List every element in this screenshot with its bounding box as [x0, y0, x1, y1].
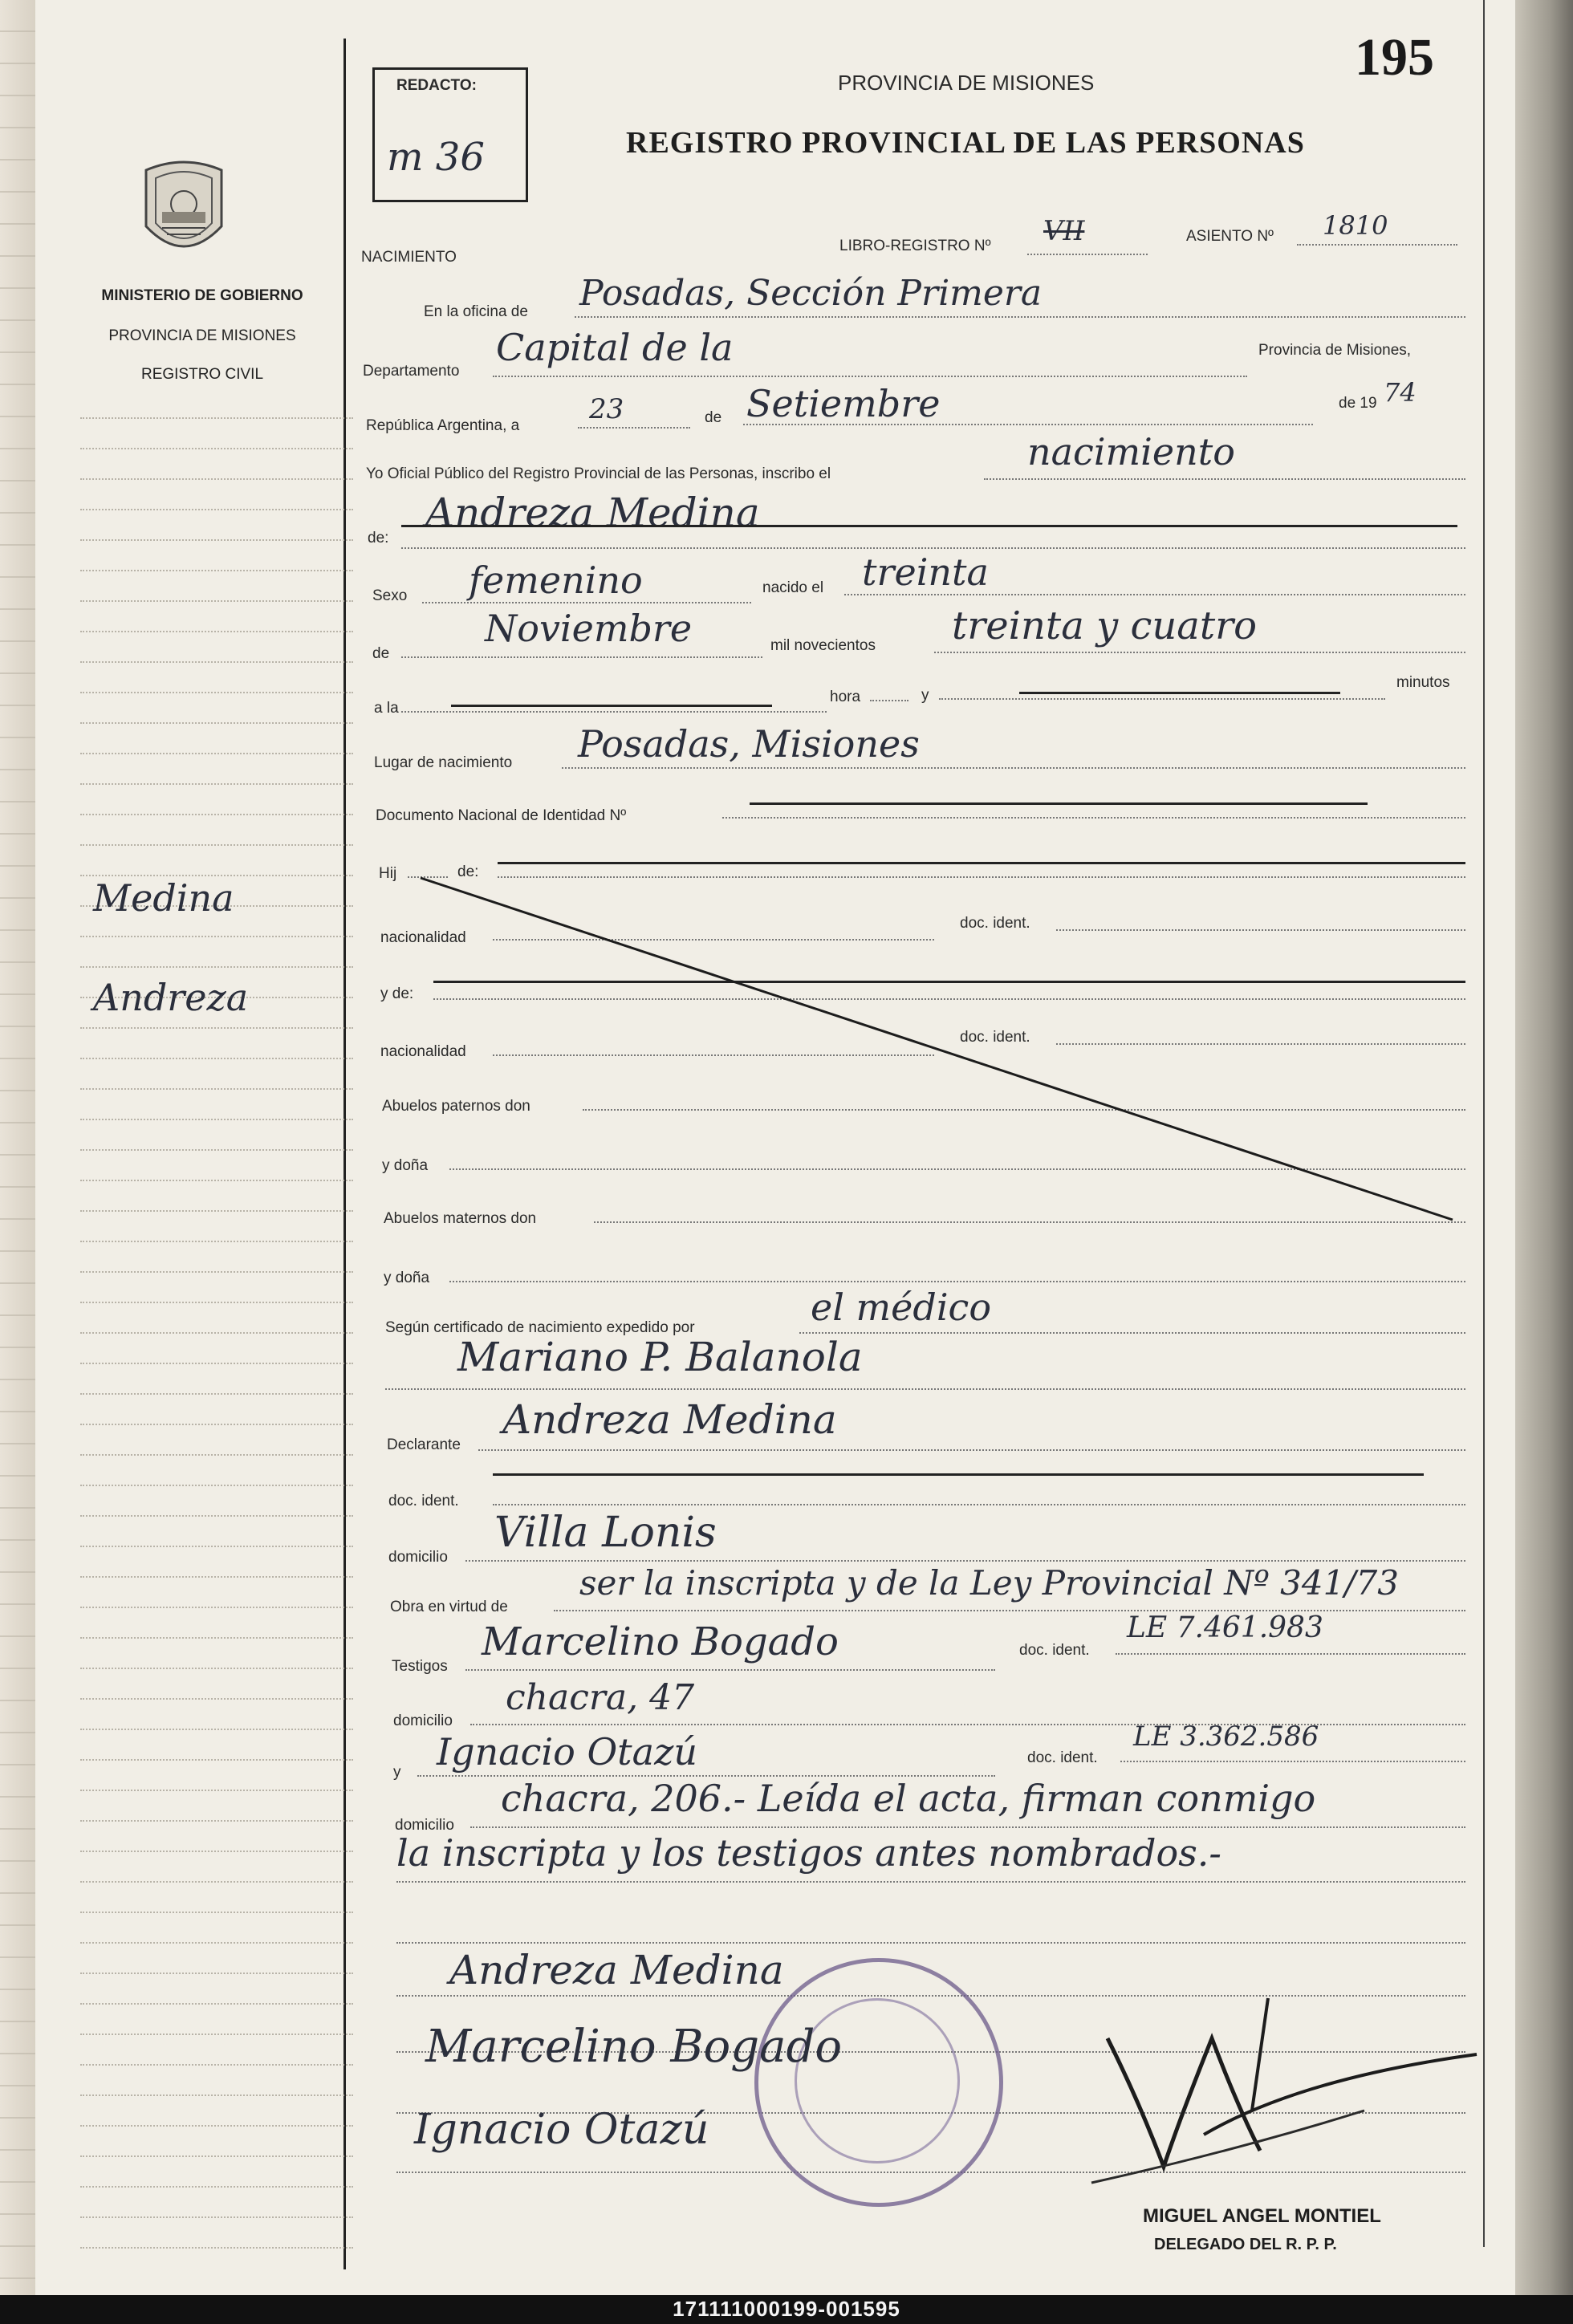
signature-marcelino: Marcelino Bogado — [425, 2021, 843, 2073]
segun-label: Según certificado de nacimiento expedido por — [385, 1319, 695, 1336]
oficina-label: En la oficina de — [424, 303, 528, 320]
dia-value: 23 — [589, 393, 624, 425]
margin-rule-line — [80, 448, 353, 449]
margin-rule-line — [80, 692, 353, 693]
margin-rule-line — [80, 2064, 353, 2066]
margin-rule-line — [80, 2216, 353, 2218]
sexo-label: Sexo — [372, 587, 408, 604]
nacido-label: nacido el — [762, 579, 824, 596]
margin-rule-line — [80, 1607, 353, 1608]
stub-ruling — [0, 0, 35, 2295]
oficial-dots — [984, 478, 1465, 480]
minutos-line — [1019, 692, 1340, 694]
margin-rule-line — [80, 1119, 353, 1120]
sig-line-1 — [396, 1942, 1465, 1944]
mes-dots — [743, 424, 1313, 425]
doc-ident3-dots — [493, 1504, 1465, 1505]
asiento-value: 1810 — [1323, 210, 1388, 241]
sexo-dots — [422, 602, 751, 603]
de2-dots — [401, 547, 1465, 549]
testigo1-doc-dots — [1116, 1653, 1465, 1655]
margin-rule-line — [80, 1942, 353, 1944]
lugar-value: Posadas, Misiones — [578, 722, 920, 766]
dni-label: Documento Nacional de Identidad Nº — [376, 807, 627, 824]
hora-label: hora — [830, 689, 861, 705]
lugar-dots — [562, 767, 1465, 769]
margin-rule-line — [80, 1363, 353, 1364]
right-page-edge — [1515, 0, 1573, 2295]
testigo2-doc-label: doc. ident. — [1027, 1749, 1098, 1766]
domicilio2-label: domicilio — [393, 1713, 453, 1729]
obra-dots — [554, 1610, 1465, 1611]
medico-value: Mariano P. Balanola — [457, 1334, 863, 1380]
nacido-value: treinta — [862, 551, 989, 594]
oficina-value: Posadas, Sección Primera — [579, 273, 1043, 314]
mil-dots — [934, 652, 1465, 653]
nacionalidad2-label: nacionalidad — [380, 1043, 466, 1060]
redacto-value: m 36 — [387, 135, 485, 180]
abuelos-maternos-label: Abuelos maternos don — [384, 1210, 537, 1227]
segun-value: el médico — [811, 1286, 992, 1329]
de3-label: de — [372, 645, 390, 662]
nacionalidad-label: nacionalidad — [380, 929, 466, 946]
mes-value: Setiembre — [746, 382, 941, 425]
margin-rule-line — [80, 1637, 353, 1639]
dni-line — [750, 802, 1368, 805]
margin-rule-line — [80, 2186, 353, 2188]
signature-ignacio: Ignacio Otazú — [414, 2106, 709, 2154]
de-label: de — [705, 409, 722, 426]
margin-rule-line — [80, 1698, 353, 1700]
margin-rule-line — [80, 539, 353, 541]
mil-value: treinta y cuatro — [952, 603, 1257, 648]
abuelos-paternos-label: Abuelos paternos don — [382, 1098, 530, 1115]
declarante-dots — [478, 1449, 1465, 1451]
margin-rule-line — [80, 722, 353, 724]
libro-dots — [1027, 254, 1148, 255]
margin-rule-line — [80, 1180, 353, 1181]
margin-rule-line — [80, 1576, 353, 1578]
republica-label: República Argentina, a — [366, 417, 520, 434]
ala-label: a la — [374, 700, 399, 717]
ydona2-label: y doña — [384, 1270, 430, 1286]
hij-label: Hij — [379, 865, 397, 882]
margin-rule-line — [80, 1515, 353, 1517]
declarante-label: Declarante — [387, 1436, 461, 1453]
margin-rule-line — [80, 814, 353, 815]
sexo-value: femenino — [469, 559, 643, 602]
margin-rule-line — [80, 1454, 353, 1456]
doc-ident2-label: doc. ident. — [960, 1029, 1030, 1046]
margin-rule-line — [80, 1851, 353, 1852]
margin-rule-line — [80, 1210, 353, 1212]
nacido-dots — [844, 594, 1465, 595]
de2-underline — [401, 525, 1457, 527]
ydona-label: y doña — [382, 1157, 429, 1174]
margin-rule-line — [80, 1790, 353, 1791]
minutos-label: minutos — [1396, 674, 1450, 691]
ministry-province: PROVINCIA DE MISIONES — [108, 327, 296, 344]
dni-dots — [722, 817, 1465, 819]
margin-rule-line — [80, 2034, 353, 2035]
margin-given-name: Andreza — [93, 976, 249, 1019]
cancellation-stroke — [417, 875, 1461, 1228]
official-title: DELEGADO DEL R. P. P. — [1154, 2236, 1337, 2253]
libro-label: LIBRO-REGISTRO Nº — [839, 238, 991, 254]
margin-rule-line — [80, 1332, 353, 1334]
margin-rule-line — [80, 570, 353, 571]
registry-title: REGISTRO PROVINCIAL DE LAS PERSONAS — [626, 126, 1305, 160]
domicilio3-value: chacra, 206.- Leída el acta, firman conmigo — [501, 1777, 1316, 1820]
margin-rule-line — [80, 417, 353, 419]
margin-rule-line — [80, 2247, 353, 2249]
departamento-value: Capital de la — [496, 326, 734, 369]
hij-de-label: de: — [457, 863, 479, 880]
domicilio-dots — [465, 1560, 1465, 1562]
domicilio2-value: chacra, 47 — [506, 1677, 695, 1718]
margin-surname: Medina — [93, 876, 234, 920]
province-heading: PROVINCIA DE MISIONES — [838, 71, 1095, 95]
margin-rule-line — [80, 1424, 353, 1425]
closing-dots — [396, 1881, 1465, 1883]
margin-rule-line — [80, 1241, 353, 1242]
form-frame-left — [343, 39, 346, 2269]
nacimiento-label: NACIMIENTO — [361, 249, 457, 266]
testigo1-value: Marcelino Bogado — [482, 1619, 839, 1664]
testigo1-doc-label: doc. ident. — [1019, 1642, 1090, 1659]
doc-ident3-line — [493, 1473, 1424, 1476]
obra-label: Obra en virtud de — [390, 1599, 508, 1615]
margin-rule-line — [80, 1973, 353, 1974]
margin-rule-line — [80, 1668, 353, 1669]
departamento-label: Departamento — [363, 363, 460, 380]
margin-rule-line — [80, 844, 353, 846]
margin-rule-line — [80, 1088, 353, 1090]
margin-rule-line — [80, 1820, 353, 1822]
margin-rule-line — [80, 753, 353, 754]
margin-rule-line — [80, 936, 353, 937]
signature-andreza: Andreza Medina — [449, 1947, 784, 1993]
page-number: 195 — [1355, 28, 1434, 87]
domicilio3-label: domicilio — [395, 1817, 454, 1834]
doc-ident-label: doc. ident. — [960, 915, 1030, 932]
margin-rule-line — [80, 509, 353, 510]
doc-ident3-label: doc. ident. — [388, 1493, 459, 1509]
margin-rule-line — [80, 1729, 353, 1730]
minutos-dots — [939, 698, 1385, 700]
hij-line — [498, 862, 1465, 864]
margin-rule-line — [80, 1759, 353, 1761]
official-name: MIGUEL ANGEL MONTIEL — [1143, 2205, 1381, 2227]
margin-rule-line — [80, 783, 353, 785]
asiento-label: ASIENTO Nº — [1186, 228, 1274, 245]
declarante-value: Andreza Medina — [502, 1396, 837, 1443]
dia-dots — [578, 427, 690, 429]
testigo2-doc-dots — [1120, 1761, 1465, 1762]
margin-rule-line — [80, 1271, 353, 1273]
yde-label: y de: — [380, 985, 414, 1002]
margin-rule-line — [80, 600, 353, 602]
margin-rule-line — [80, 1058, 353, 1059]
coat-of-arms-icon — [138, 154, 230, 266]
document-id: 171111000199-001595 — [673, 2297, 900, 2321]
mes-nac-value: Noviembre — [485, 607, 693, 650]
ydona2-dots — [449, 1281, 1465, 1282]
margin-rule-line — [80, 1393, 353, 1395]
margin-rule-line — [80, 2003, 353, 2005]
medico-dots — [385, 1388, 1465, 1390]
margin-rule-line — [80, 1149, 353, 1151]
margin-rule-line — [80, 1912, 353, 1913]
ministry-title: MINISTERIO DE GOBIERNO — [101, 287, 303, 304]
mil-label: mil novecientos — [770, 637, 876, 654]
provincia-suffix: Provincia de Misiones, — [1258, 342, 1412, 359]
anio-label: de 19 — [1339, 395, 1377, 412]
hora-line — [451, 705, 772, 707]
margin-rule-line — [80, 2125, 353, 2127]
asiento-dots — [1297, 244, 1457, 246]
de2-value: Andreza Medina — [425, 490, 760, 536]
libro-value: VII — [1043, 215, 1085, 247]
margin-rule-line — [80, 2094, 353, 2096]
departamento-dots — [493, 376, 1247, 377]
margin-rule-line — [80, 966, 353, 968]
margin-rule-line — [80, 478, 353, 480]
ministry-registry: REGISTRO CIVIL — [140, 366, 264, 383]
y-label: y — [921, 687, 929, 704]
lugar-label: Lugar de nacimiento — [374, 754, 513, 771]
testigo2-value: Ignacio Otazú — [437, 1730, 697, 1773]
testigo1-doc: LE 7.461.983 — [1127, 1611, 1323, 1644]
domicilio3-dots — [470, 1826, 1465, 1828]
testigo2-doc: LE 3.362.586 — [1133, 1721, 1319, 1753]
margin-rule-line — [80, 661, 353, 663]
margin-rule-line — [80, 1302, 353, 1303]
obra-value: ser la inscripta y de la Ley Provincial Nº 341/73 — [579, 1563, 1399, 1603]
testigo1-dots — [465, 1669, 995, 1671]
oficina-dots — [575, 316, 1465, 318]
oficial-label: Yo Oficial Público del Registro Provincial de las Personas, inscribo el — [366, 465, 831, 482]
mes-nac-dots — [401, 656, 762, 658]
segun-dots — [799, 1332, 1465, 1334]
testigos-label: Testigos — [392, 1658, 448, 1675]
domicilio-value: Villa Lonis — [494, 1509, 717, 1557]
domicilio-label: domicilio — [388, 1549, 448, 1566]
de2-label: de: — [368, 530, 389, 546]
anio-value: 74 — [1384, 377, 1417, 408]
form-frame-right — [1483, 0, 1485, 2247]
hora-dots — [401, 711, 827, 713]
hora-tail-dots — [870, 700, 908, 701]
redacto-label: REDACTO: — [396, 77, 477, 94]
margin-rule-line — [80, 1485, 353, 1486]
margin-rule-line — [80, 1027, 353, 1029]
closing-value: la inscripta y los testigos antes nombrados.- — [396, 1831, 1221, 1875]
margin-rule-line — [80, 1546, 353, 1547]
margin-rule-line — [80, 631, 353, 632]
official-signature-icon — [1075, 1990, 1493, 2223]
y2-label: y — [393, 1764, 401, 1781]
margin-rule-line — [80, 2155, 353, 2157]
oficial-value: nacimiento — [1027, 430, 1235, 473]
margin-rule-line — [80, 1881, 353, 1883]
